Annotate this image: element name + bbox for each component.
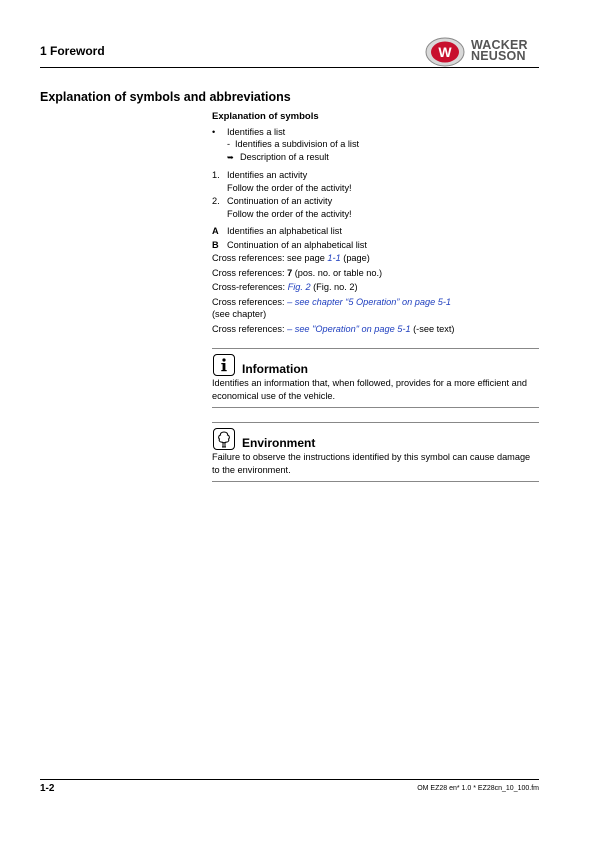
step-number: 2.	[212, 196, 220, 206]
info-bottom-rule	[212, 407, 539, 408]
alpha-letter: B	[212, 239, 219, 250]
chapter-title: 1 Foreword	[40, 44, 105, 58]
info-top-rule	[212, 348, 539, 349]
environment-tree-icon	[213, 428, 235, 450]
alpha-letter: A	[212, 226, 219, 236]
page-number: 1-2	[40, 783, 55, 794]
environment-title: Environment	[242, 436, 316, 450]
page-link[interactable]: 1-1	[327, 253, 341, 263]
crossref-text: Cross references: – see "Operation" on page 5-1 (-see text)	[212, 323, 455, 334]
symbols-section	[212, 111, 539, 335]
information-body: Identifies an information that, when followed, provides for a more efficient and economical use of the vehicle.	[212, 378, 527, 401]
section-title: Explanation of symbols and abbreviations	[40, 90, 291, 104]
list-item: • Identifies a list	[212, 126, 286, 137]
list-subitem: - Identifies a subdivision of a list	[227, 139, 360, 149]
step-1-note: Follow the order of the activity!	[227, 182, 352, 193]
result-arrow-icon: ➥	[227, 152, 234, 162]
svg-text:W: W	[438, 44, 452, 60]
footer-rule	[40, 779, 539, 780]
bullet-icon: •	[212, 126, 216, 137]
logo-line1: WACKER	[471, 38, 528, 52]
figure-link[interactable]: Fig. 2	[287, 282, 311, 292]
step-2: 2. Continuation of an activity	[212, 196, 333, 206]
dash-marker: -	[227, 139, 231, 149]
step-1: 1. Identifies an activity	[212, 170, 308, 180]
alpha-item-b: B Continuation of an alphabetical list	[212, 239, 367, 250]
wacker-neuson-logo	[425, 37, 541, 67]
env-bottom-rule	[212, 481, 539, 482]
environment-body: Failure to observe the instructions identified by this symbol can cause damage to the environment.	[212, 452, 531, 475]
chapter-link[interactable]: – see chapter “5 Operation” on page 5-1	[287, 296, 452, 307]
text-link[interactable]: – see "Operation" on page 5-1	[287, 323, 411, 334]
alpha-item-a: A Identifies an alphabetical list	[212, 226, 342, 236]
crossref-pos: Cross references: 7 (pos. no. or table no.)	[212, 267, 383, 278]
logo-emblem-icon	[425, 37, 465, 67]
document-reference: OM EZ28 en* 1.0 * EZ28cn_10_100.fm	[417, 785, 539, 792]
step-2-note: Follow the order of the activity!	[227, 208, 352, 219]
symbols-heading: Explanation of symbols	[212, 111, 319, 122]
logo-line2: NEUSON	[471, 49, 526, 63]
information-icon	[213, 354, 235, 376]
step-number: 1.	[212, 170, 220, 180]
header-rule	[40, 67, 539, 68]
information-title: Information	[242, 362, 308, 376]
env-top-rule	[212, 422, 539, 423]
result-item: ➥ Description of a result	[212, 151, 539, 165]
crossref-chapter: Cross references: – see chapter “5 Operation” on page 5-1	[212, 296, 452, 307]
crossref-chapter-suffix: (see chapter)	[212, 309, 267, 319]
crossref-fig: Cross-references: Fig. 2 (Fig. no. 2)	[212, 282, 358, 292]
crossref-page: Cross references: see page 1-1 (page)	[212, 253, 370, 263]
